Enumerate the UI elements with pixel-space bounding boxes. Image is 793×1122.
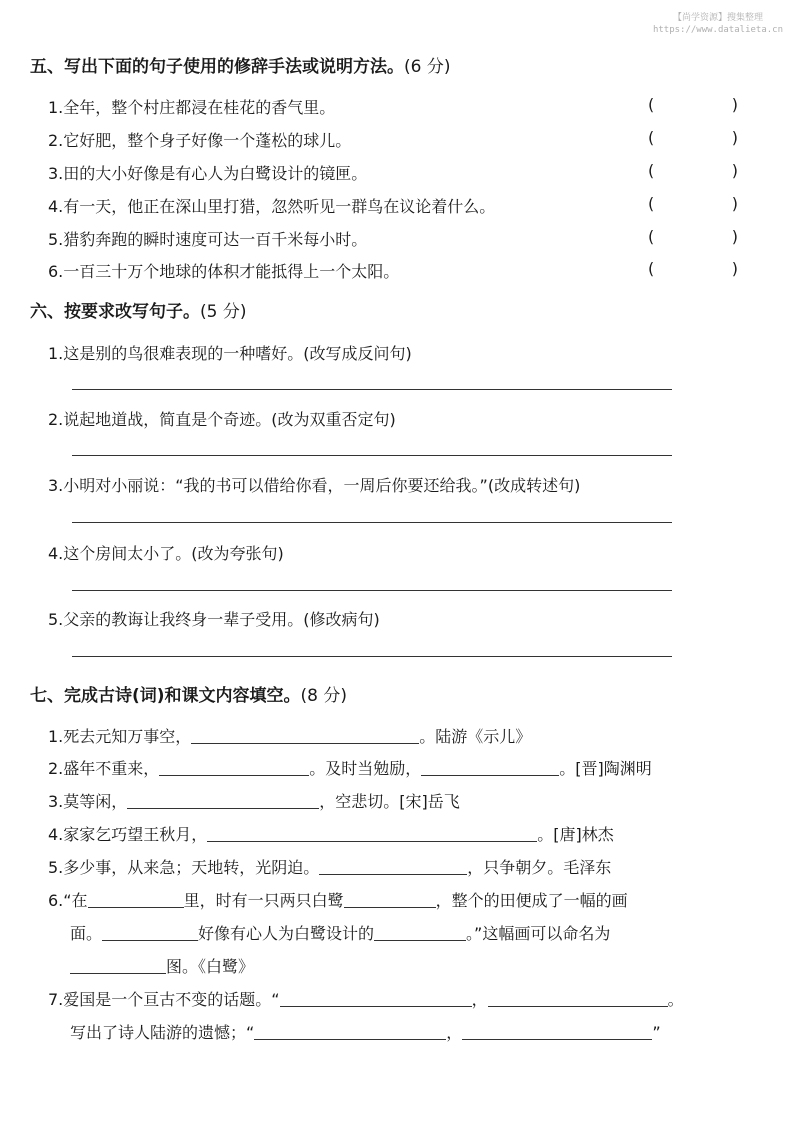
s7-q6-blank-3[interactable] bbox=[102, 939, 198, 941]
s6-answer-line-4[interactable] bbox=[72, 590, 672, 591]
s7-q6-blank-5[interactable] bbox=[70, 972, 166, 974]
s6-answer-line-2[interactable] bbox=[72, 455, 672, 456]
s6-item-3: 3.小明对小丽说：“我的书可以借给你看，一周后你要还给我。”(改成转述句) bbox=[48, 476, 581, 495]
s5-item-5: 5.猎豹奔跑的瞬时速度可达一百千米每小时。 bbox=[48, 230, 368, 249]
section7-heading bbox=[30, 681, 347, 706]
s6-answer-line-3[interactable] bbox=[72, 522, 672, 523]
s5-item-6: 6.一百三十万个地球的体积才能抵得上一个太阳。 bbox=[48, 262, 400, 281]
s7-q7-line1: 7.爱国是一个亘古不变的话题。“ ， 。 bbox=[48, 990, 684, 1009]
s7-q3: 3.莫等闲， ，空悲切。[宋]岳飞 bbox=[48, 792, 460, 811]
s7-q6-line2: 面。 好像有心人为白鹭设计的 。”这幅画可以命名为 bbox=[70, 924, 611, 943]
section6-score: (5 分) bbox=[200, 302, 247, 322]
s7-q2-blank-2[interactable] bbox=[421, 774, 559, 776]
s7-q6-blank-2[interactable] bbox=[344, 906, 436, 908]
s6-item-1: 1.这是别的鸟很难表现的一种嗜好。(改写成反问句) bbox=[48, 344, 412, 363]
s7-q7-blank-4[interactable] bbox=[462, 1038, 652, 1040]
section6-heading bbox=[30, 297, 246, 322]
s7-q6-line1: 6.“在 里，时有一只两只白鹭 ，整个的田便成了一幅的画 bbox=[48, 891, 628, 910]
s5-item-2: 2.它好肥，整个身子好像一个蓬松的球儿。 bbox=[48, 131, 352, 150]
s6-item-2: 2.说起地道战，简直是个奇迹。(改为双重否定句) bbox=[48, 410, 396, 429]
s7-q7-blank-2[interactable] bbox=[488, 1005, 668, 1007]
watermark-line1: 【尚学资源】搜集整理 bbox=[672, 13, 763, 23]
watermark bbox=[653, 12, 783, 36]
section7-score: (8 分) bbox=[300, 686, 348, 706]
s7-q6-blank-4[interactable] bbox=[374, 939, 466, 941]
s5-item-4: 4.有一天，他正在深山里打猎，忽然听见一群鸟在议论着什么。 bbox=[48, 197, 496, 216]
s5-item-3: 3.田的大小好像是有心人为白鹭设计的镜匣。 bbox=[48, 164, 368, 183]
watermark-line2: https://www.datalieta.cn bbox=[652, 25, 783, 35]
s6-answer-line-1[interactable] bbox=[72, 389, 672, 390]
section5-heading bbox=[30, 52, 450, 77]
section6-title: 六、按要求改写句子。 bbox=[30, 302, 200, 322]
section7-title: 七、完成古诗(词)和课文内容填空。 bbox=[30, 686, 301, 706]
s7-q5: 5.多少事，从来急；天地转，光阴迫。 ，只争朝夕。毛泽东 bbox=[48, 858, 612, 877]
s7-q7-line2: 写出了诗人陆游的遗憾；“ ， ” bbox=[70, 1023, 661, 1042]
s7-q7-blank-1[interactable] bbox=[280, 1005, 472, 1007]
s7-q6-line3: 图。《白鹭》 bbox=[70, 954, 254, 977]
s7-q2: 2.盛年不重来， 。及时当勉励， 。[晋]陶渊明 bbox=[48, 759, 652, 778]
s7-q4: 4.家家乞巧望王秋月， 。[唐]林杰 bbox=[48, 825, 614, 844]
section5-score: (6 分) bbox=[404, 57, 451, 77]
s7-q2-blank-1[interactable] bbox=[159, 774, 309, 776]
s7-q1: 1.死去元知万事空， 。陆游《示儿》 bbox=[48, 727, 532, 746]
s7-q3-blank[interactable] bbox=[127, 807, 319, 809]
s7-q6-blank-1[interactable] bbox=[88, 906, 184, 908]
s5-item-1: 1.全年，整个村庄都浸在桂花的香气里。 bbox=[48, 98, 336, 117]
s7-q5-blank[interactable] bbox=[319, 873, 467, 875]
s7-q4-blank[interactable] bbox=[207, 840, 537, 842]
s6-item-4: 4.这个房间太小了。(改为夸张句) bbox=[48, 544, 284, 563]
s6-answer-line-5[interactable] bbox=[72, 656, 672, 657]
section5-title: 五、写出下面的句子使用的修辞手法或说明方法。 bbox=[30, 57, 404, 77]
s7-q1-blank[interactable] bbox=[191, 742, 419, 744]
s6-item-5: 5.父亲的教诲让我终身一辈子受用。(修改病句) bbox=[48, 610, 380, 629]
s7-q7-blank-3[interactable] bbox=[254, 1038, 446, 1040]
